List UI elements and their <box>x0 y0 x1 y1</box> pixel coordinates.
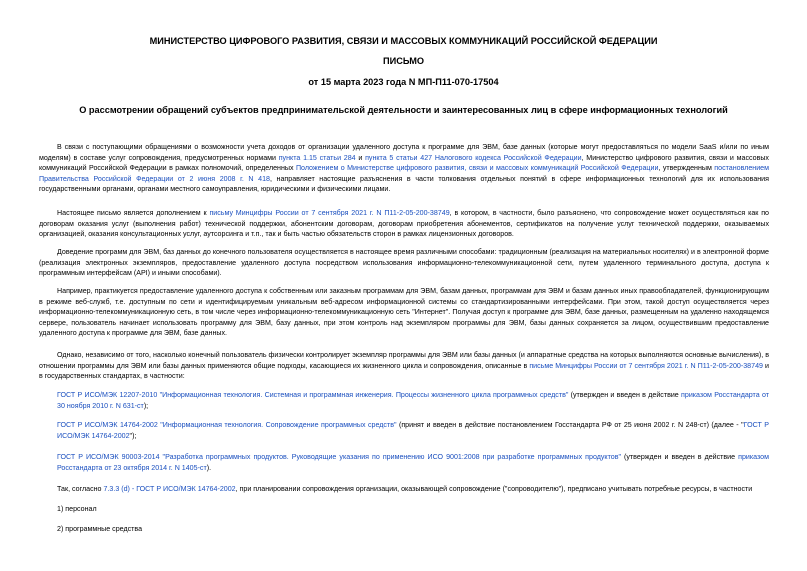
link-mincifry-letter[interactable]: письму Минцифры России от 7 сентября 2021 г. N П11-2-05-200-38749 <box>209 209 450 217</box>
text: , Министерство цифрового развития, связи и массовых коммуникаций Российской Федерации в рамках полномочий, определенных <box>39 153 769 173</box>
paragraph-delivery: Доведение программ для ЭВМ, баз данных до конечного пользователя осуществляется в настоящее время различными способами: традиционным (реализация на материальных носителях) и в электронной форме (реализация электронных экземпляров, предоставление удаленного доступа посредством использования информационно-телекоммуникационной сети, путем удаленного терминального доступа, доступа к программным интерфейсам (API) и иными способами). <box>39 248 769 278</box>
text: Однако, независимо от того, насколько конечный пользователь физически контролирует экземпляр программы для ЭВМ или базы данных (и аппаратные средства на которых выполняются основные вычисления), в отношении программы для ЭВМ или базы данных применяются общие подходы, касающиеся их жизненного цикла и сопровождения, описанные в <box>39 351 769 370</box>
text: , в котором, в частности, было разъяснено, что сопровождение может осуществляться как по договорам оказания услуг (выполнения работ) технической поддержки, абонентским договорам, договорам приобретения абонементов, сертификатов на получение услуг технической поддержки, оказываемых организацией, оказания консультационных услуг, аутсорсинга и т.п., так и быть частью обязательств сторон в рамках лицензионных договоров. <box>39 209 769 239</box>
text: ). <box>206 463 212 472</box>
text: "); <box>129 431 137 440</box>
link-rosstandart-order-631[interactable]: приказом Росстандарта от 30 ноября 2010 г. N 631-ст <box>57 391 769 410</box>
paragraph-resources <box>39 484 769 495</box>
paragraph-addendum <box>39 208 769 240</box>
text: Так, согласно <box>57 485 104 493</box>
text: , направляет настоящие разъяснения в части толкования отдельных понятий в сфере информационных технологий для их использования государственными органами, органами местного самоуправления, юридическими и физическими лицами. <box>39 174 769 194</box>
paragraph-lifecycle <box>39 350 769 382</box>
text: и <box>355 153 366 162</box>
paragraph-example: Например, практикуется предоставление удаленного доступа к собственным или заказным программам для ЭВМ, базам данных, программам для ЭВМ и базам данных иных правообладателей, функционирующим в режиме веб-служб, т.е. доступным по сети и идентифицируемым уникальным веб-адресом информационной системы со стандартизированными интерфейсами. При этом, такой доступ осуществляется через информационно-телекоммуникационную сеть, в том числе через информационно-телекоммуникационную сеть "Интернет". Получая доступ к программе для ЭВМ, базе данных, размещенным на удаленно находящемся сервере, пользователь начинает использовать программу для ЭВМ, базу данных, при этом контроль над экземпляром программы для ЭВМ, базы данных сохраняется за лицом, осуществившим предоставление удаленного доступа к программе для ЭВМ, базе данных. <box>39 287 769 338</box>
text: , при планировании сопровождения организации, оказывающей сопровождение ("сопроводителю"), предписано учитывать потребные ресурсы, в частности <box>235 485 753 493</box>
link-government-decree[interactable]: постановлением Правительства Российской Федерации от 2 июня 2008 г. N 418 <box>39 164 769 183</box>
text: В связи с поступающими обращениями о возможности учета доходов от организации удаленного доступа к программе для ЭВМ, базе данных (которые могут предоставляться по модели SaaS и/или по иным моделям) в составе услуг сопровождения, предусмотренных нормами <box>39 143 769 162</box>
text: ); <box>143 401 149 410</box>
standard-item-14764 <box>39 420 769 441</box>
link-ministry-regulation[interactable]: Положением о Министерстве цифрового развития, связи и массовых коммуникаций Российской Федерации <box>295 164 659 173</box>
standard-item-12207 <box>39 390 769 411</box>
link-gost-14764-short[interactable]: ГОСТ Р ИСО/МЭК 14764-2002 <box>57 421 769 440</box>
link-rosstandart-order-1405[interactable]: приказом Росстандарта от 23 октября 2014 г. N 1405-ст <box>57 453 769 472</box>
document-number: от 15 марта 2023 года N МП-П11-070-17504 <box>308 77 499 87</box>
link-tax-code-284[interactable]: пункта 1.15 статьи 284 <box>278 153 356 162</box>
link-gost-14764[interactable]: ГОСТ Р ИСО/МЭК 14764-2002 "Информационная технология. Сопровождение программных средств" <box>57 421 397 429</box>
link-tax-code-427[interactable]: пункта 5 статьи 427 Налогового кодекса Российской Федерации <box>365 153 582 162</box>
paragraph-intro <box>39 142 769 195</box>
link-gost-90003[interactable]: ГОСТ Р ИСО/МЭК 90003-2014 "Разработка программных продуктов. Руководящие указания по применению ИСО 9001:2008 при разработке программных продуктов" <box>57 453 621 461</box>
document-type: ПИСЬМО <box>382 56 425 66</box>
standard-item-90003 <box>39 452 769 473</box>
link-mincifry-letter[interactable]: письме Минцифры России от 7 сентября 2021 г. N П11-2-05-200-38749 <box>529 361 763 370</box>
link-gost-14764-clause[interactable]: 7.3.3 (d) - ГОСТ Р ИСО/МЭК 14764-2002 <box>103 485 236 493</box>
list-item-staff: 1) персонал <box>57 505 97 513</box>
text: Настоящее письмо является дополнением к <box>57 209 210 217</box>
text: и в государственных стандартах, в частности: <box>39 361 769 381</box>
text: , утвержденным <box>658 164 715 173</box>
text: (утвержден и введен в действие <box>621 453 739 461</box>
list-item-software: 2) программные средства <box>57 525 143 533</box>
ministry-heading: МИНИСТЕРСТВО ЦИФРОВОГО РАЗВИТИЯ, СВЯЗИ И МАССОВЫХ КОММУНИКАЦИЙ РОССИЙСКОЙ ФЕДЕРАЦИИ <box>149 36 658 46</box>
link-gost-12207[interactable]: ГОСТ Р ИСО/МЭК 12207-2010 "Информационная технология. Системная и программная инженерия. Процессы жизненного цикла программных средств" <box>57 391 569 399</box>
text: (утвержден и введен в действие <box>568 391 682 399</box>
text: (принят и введен в действие постановлением Госстандарта РФ от 25 июня 2002 г. N 248-ст) (далее - " <box>396 421 744 429</box>
document-subject: О рассмотрении обращений субъектов предпринимательской деятельности и заинтересованных лиц в сфере информационных технологий <box>79 105 728 115</box>
